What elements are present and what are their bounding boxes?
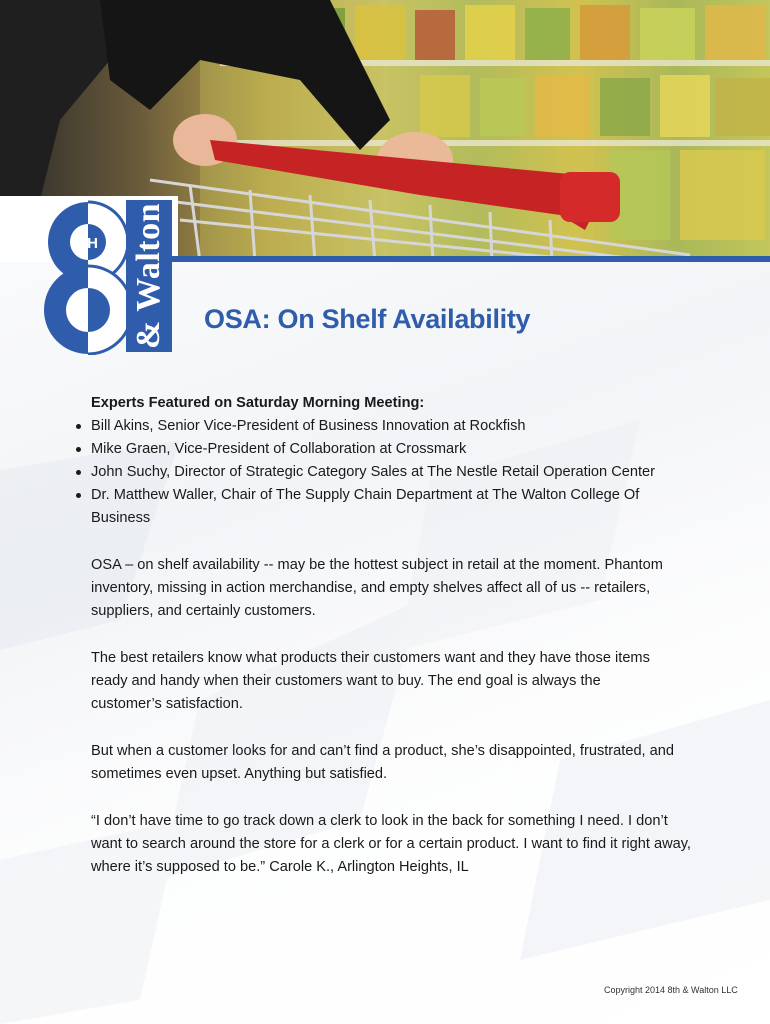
- experts-heading: Experts Featured on Saturday Morning Meeting:: [91, 395, 425, 411]
- logo-superscript: TH: [78, 235, 98, 252]
- header-rule: [172, 256, 770, 262]
- page-title: OSA: On Shelf Availability: [204, 304, 531, 334]
- logo-wordmark-box: [126, 200, 172, 352]
- copyright-notice: Copyright 2014 8th & Walton LLC: [604, 985, 738, 995]
- paragraph-customer: But when a customer looks for and can’t find a product, she’s disappointed, frustrated, and sometimes even upset. Anything but satisfied.: [91, 743, 675, 782]
- document-body: [91, 392, 701, 879]
- expert-item: John Suchy, Director of Strategic Category Sales at The Nestle Retail Operation Center: [91, 461, 701, 484]
- experts-list: [91, 415, 701, 530]
- expert-item: Mike Graen, Vice-President of Collaboration at Crossmark: [91, 438, 701, 461]
- expert-item: Bill Akins, Senior Vice-President of Business Innovation at Rockfish: [91, 415, 701, 438]
- logo-wordmark: & Walton: [130, 202, 167, 350]
- expert-item: Dr. Matthew Waller, Chair of The Supply Chain Department at The Walton College Of Business: [91, 484, 651, 530]
- customer-quote: “I don’t have time to go track down a clerk to look in the back for something I need. I don’t want to search around the store for a clerk or for a certain product. I want to find it right away, where it’s supposed to be.” Carole K., Arlington Heights, IL: [91, 813, 691, 875]
- paragraph-intro: OSA – on shelf availability -- may be the hottest subject in retail at the moment. Phantom inventory, missing in action merchandise, and empty shelves affect all of us -- retailers, suppliers, and certainly customers.: [91, 557, 663, 619]
- paragraph-retailers: The best retailers know what products their customers want and they have those items ready and handy when their customers want to buy. The end goal is always the customer’s satisfaction.: [91, 650, 650, 712]
